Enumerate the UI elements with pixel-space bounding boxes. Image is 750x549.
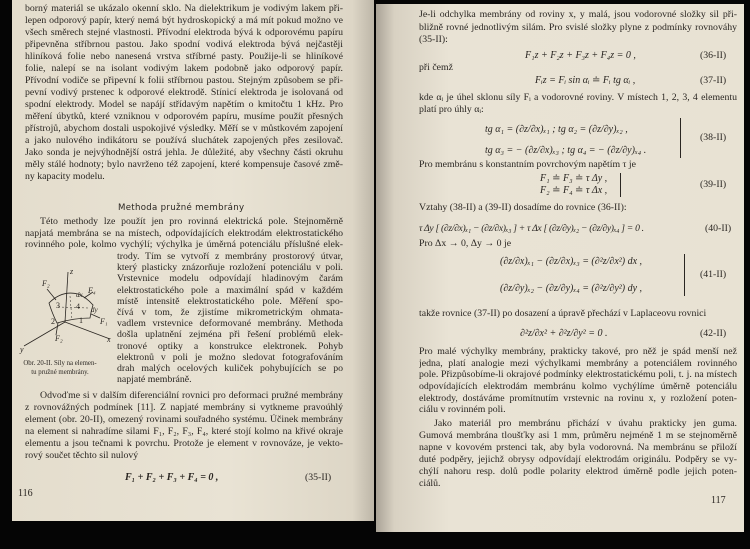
text-line: Odvoďme si v dalším diferenciální rovnici pro deformaci pružné membrány [40, 390, 343, 401]
text-line: Jako materiál pro membránu přichází v úvahu prakticky jen guma. [434, 418, 737, 429]
equation-38-label: (38-II) [700, 132, 727, 143]
equation-42-label: (42-II) [700, 328, 727, 339]
membrana-text: Pro membránu s konstantním povrchovým napětím τ je [419, 159, 636, 170]
text-line: došla uplatnění zejména při řešení problémů elek- [117, 329, 343, 341]
label-dx: dx [76, 291, 83, 299]
label-1: 1 [79, 316, 83, 325]
text-line: Přívodní vodiče se připevní k folii stříbrnou pastou. Stejným způsobem se při- [25, 75, 343, 86]
text-line: chýlí nahoru resp. dolů podle polarity elektrod úměrně podle jejich poten- [419, 466, 737, 477]
label-4: 4 [76, 302, 80, 311]
label-2: 2 [51, 317, 55, 326]
text-line: čívá v tom, že zjistíme mikrometrickým ohmata- [117, 306, 343, 318]
equation-35-label: (35-II) [305, 472, 332, 483]
equation-37-label: (37-II) [700, 75, 727, 86]
label-x: x [107, 335, 111, 344]
equation-41-row-1: (∂z/∂x)ₓ₁ − (∂z/∂x)ₓ₃ = (∂²z/∂x²) dx , [500, 256, 643, 267]
text-line: kde αᵢ je úhel sklonu síly Fᵢ a vodorovné roviny. V místech 1, 2, 3, 4 elementu [419, 92, 737, 103]
equation-39-brace [616, 173, 621, 197]
text-line: (35-II): [419, 34, 448, 45]
text-line: napjatá membrána se na místech, odpovídajících elektrodám elektrostatického [25, 227, 343, 239]
caption-line-2: tu pružné membrány. [31, 369, 89, 376]
text-line: na element si nahradíme silami F₁, F₂, F₃, F₄, které stojí kolmo na křivé okraje [25, 426, 343, 437]
page-number-left: 116 [18, 488, 33, 499]
label-f2-top: F₂ [42, 279, 50, 288]
section-heading: Methoda pružné membrány [118, 203, 245, 213]
text-line: ciálu v rovinném poli. [419, 404, 506, 416]
equation-40: τ Δy [ (∂z/∂x)ₓ₁ − (∂z/∂x)ₓ₃ ] + τ Δx [ (∂z/∂y)ₓ₂ − (∂z/∂y)ₓ₄ ] = 0 . [419, 223, 644, 234]
equation-39-label: (39-II) [700, 179, 727, 190]
pri-cemz-text: při čemž [419, 62, 453, 73]
left-paragraph-3 [25, 390, 343, 462]
equation-40-label: (40-II) [705, 223, 732, 234]
text-line: rovinného pole, kolmo vychýlí; výchylka je úměrná potenciálu příslušné elek- [25, 239, 343, 251]
text-line: spodní elektrody. Model se napájí střídavým napětím o kmitočtu 1 kHz. Pro [25, 99, 343, 110]
vztahy-text: Vztahy (38-II) a (39-II) dosadíme do rovnice (36-II): [419, 202, 627, 213]
equation-35: F₁ + F₂ + F₃ + F₄ = 0 , [125, 472, 219, 483]
figure-caption [12, 359, 108, 377]
text-line: napne v kovovém prstenci tak, aby byla vodorovná. Na membránu se přiloží [419, 442, 737, 453]
text-line: přístrojů, abychom dostali uspokojivé výsledky. Měří se v můstkovém zapojení [25, 123, 343, 134]
text-line: z rovnovážných podmínek [11]. Z napjaté membrány si vytkneme pravoúhlý [25, 402, 343, 413]
text-line: napjaté membráně. [117, 374, 192, 386]
equation-38-row-2: tg α₃ = − (∂z/∂x)ₓ₃ ; tg α₄ = − (∂z/∂y)ₓ₄ . [485, 145, 647, 156]
equation-42: ∂²z/∂x² + ∂²z/∂y² = 0 . [520, 328, 608, 339]
label-f4: F₄ [88, 286, 96, 295]
left-paragraph-1 [25, 3, 343, 183]
text-line: trody. Tím se vytvoří z membrány prostorový útvar, [117, 251, 343, 262]
text-line: hliníková folie nebo nanesená vrstva stříbrné pasty. Použije-li se hliníkové [25, 51, 343, 62]
label-y: y [20, 345, 24, 354]
label-f1: F₁ [100, 317, 108, 326]
page-number-right: 117 [711, 495, 726, 506]
text-line: Jako sonda je nejvýhodnější ostrá jehla. Je důležité, aby všechny části okruhu [25, 147, 343, 158]
text-line: bližně rovné jednotlivým silám. Pro svislé složky plyne z podmínky rovnováhy [419, 21, 737, 33]
right-paragraph-3 [419, 418, 737, 490]
left-paragraph-2 [25, 216, 343, 251]
equation-38-brace [676, 118, 681, 158]
text-line: duté podpěry, jejichž obrysy odpovídají elektrodám originálu. Podpěry se vy- [419, 454, 737, 465]
text-line: borný materiál se ukázalo okenní sklo. Na dielektrikum je vodivým lakem při- [25, 3, 343, 14]
text-line: měření úbytků, které vzniknou v odporovém papíru, musíme použít přesných [25, 111, 343, 122]
equation-41-brace [680, 254, 685, 296]
text-line: platí pro úhly αᵢ: [419, 104, 484, 115]
label-z: z [70, 267, 74, 276]
kde-paragraph [419, 92, 737, 116]
text-line: ciálů. [419, 478, 441, 489]
text-line: elektronů v poli je možno sledovat fotografováním [117, 351, 343, 363]
text-line: Je-li odchylka membrány od roviny x, y malá, jsou vodorovné složky sil při- [419, 9, 737, 20]
equation-41-label: (41-II) [700, 269, 727, 280]
label-3: 3 [56, 301, 60, 310]
right-paragraph-1 [419, 9, 737, 47]
text-line: lepen odporový papír, který nemá být hydroskopický a má mít pokud možno ve [25, 15, 343, 26]
text-line: měly stálé hodnoty; bylo navrženo též zapojení, které kompensuje časové změ- [25, 159, 343, 170]
text-line: místě intensitě elektrostatického pole. Měření spo- [117, 295, 343, 307]
left-paragraph-2-wrapped [117, 251, 343, 385]
text-line: Gumová membrána tloušťky asi 1 mm, průměru nejméně 1 m se stejnoměrně [419, 430, 737, 441]
text-line: elektrody, dostáváme promítnutím vrstevnic na rovinu x, y rozložení poten- [419, 392, 737, 404]
equation-36-label: (36-II) [700, 50, 727, 61]
text-line: rový součet těchto sil nulový [25, 450, 139, 461]
label-dy: dy [91, 306, 98, 314]
right-paragraph-2 [419, 346, 737, 416]
text-line: odpovídajících elektrodám membránu kolmo vychýlíme úměrně potenciálu [419, 381, 737, 393]
equation-39-row-2: F₂ ≐ F₄ ≐ τ Δx , [540, 185, 608, 196]
text-line: pevní vodivý prstenec k odporové elektrodě. Stínicí elektroda je isolovaná od [25, 87, 343, 98]
text-line: drah malých ocelových kuliček pohybujících se po [117, 362, 343, 374]
text-line: Pro malé výchylky membrány, prakticky takové, pro něž je spád menší než [419, 346, 737, 357]
text-line: tronové optiky a konstrukce elektronek. Pohyb [117, 340, 343, 352]
text-line: element (obr. 20-II), omezený rovinami souřadného systému. Účinek membrány [25, 414, 343, 425]
equation-38-row-1: tg α₁ = (∂z/∂x)ₓ₁ ; tg α₂ = (∂z/∂y)ₓ₂ , [485, 124, 628, 135]
text-line: a jako nulového indikátoru se používá sluchátek zapojených přes zesilovač. [25, 135, 343, 146]
text-line: Vrstevnice modelu odpovídají hladinovým čarám [117, 273, 343, 285]
text-line: folie, nalepí se na isolant vodivým lakem podobně jako odporový papír. [25, 63, 343, 74]
text-line: pole. Přizpůsobíme-li okrajové podmínky elektrostatickému poli, t. j. na místech [419, 369, 737, 381]
text-line: vadlem vrstevnice deformované membrány. Methoda [117, 318, 343, 330]
text-line: připevněna stříbrnou pastou. Jako spodní vodivá elektroda bývá nejčastěji [25, 39, 343, 50]
equation-36: F₁z + F₂z + F₃z + F₄z = 0 , [525, 50, 636, 61]
text-line: elementu a jsou tečnami k povrchu. Protože je element v rovnováze, je vekto- [25, 438, 343, 449]
takze-text: takže rovnice (37-II) po dosazení a úpravě přechází v Laplaceovu rovnici [419, 308, 707, 319]
limit-text: Pro Δx → 0, Δy → 0 je [419, 238, 512, 249]
equation-41-row-2: (∂z/∂y)ₓ₂ − (∂z/∂y)ₓ₄ = (∂²z/∂y²) dy , [500, 283, 643, 294]
text-line: elektrostatického pole a maximální spád v každém [117, 284, 343, 296]
text-line: jedna, platí analogie mezi výchylkami membrány a potenciálem rovinného [419, 357, 737, 369]
label-f2-bottom: F₂ [55, 334, 63, 343]
text-line: ny kapacity modelu. [25, 171, 105, 182]
equation-39-row-1: F₁ ≐ F₃ ≐ τ Δy , [540, 173, 608, 184]
text-line: všech směrech stejné vlastnosti. Přívodní elektroda bývá k odporovému papíru [25, 27, 343, 38]
text-line: Této methody lze použít jen pro rovinná elektrická pole. Stejnoměrně [40, 216, 343, 227]
caption-line-1: Obr. 20-II. Síly na elemen- [23, 360, 97, 367]
equation-37: Fᵢz = Fᵢ sin αᵢ ≐ Fᵢ tg αᵢ , [535, 75, 636, 86]
text-line: který plasticky znázorňuje rozložení potenciálu v poli. [117, 262, 343, 274]
